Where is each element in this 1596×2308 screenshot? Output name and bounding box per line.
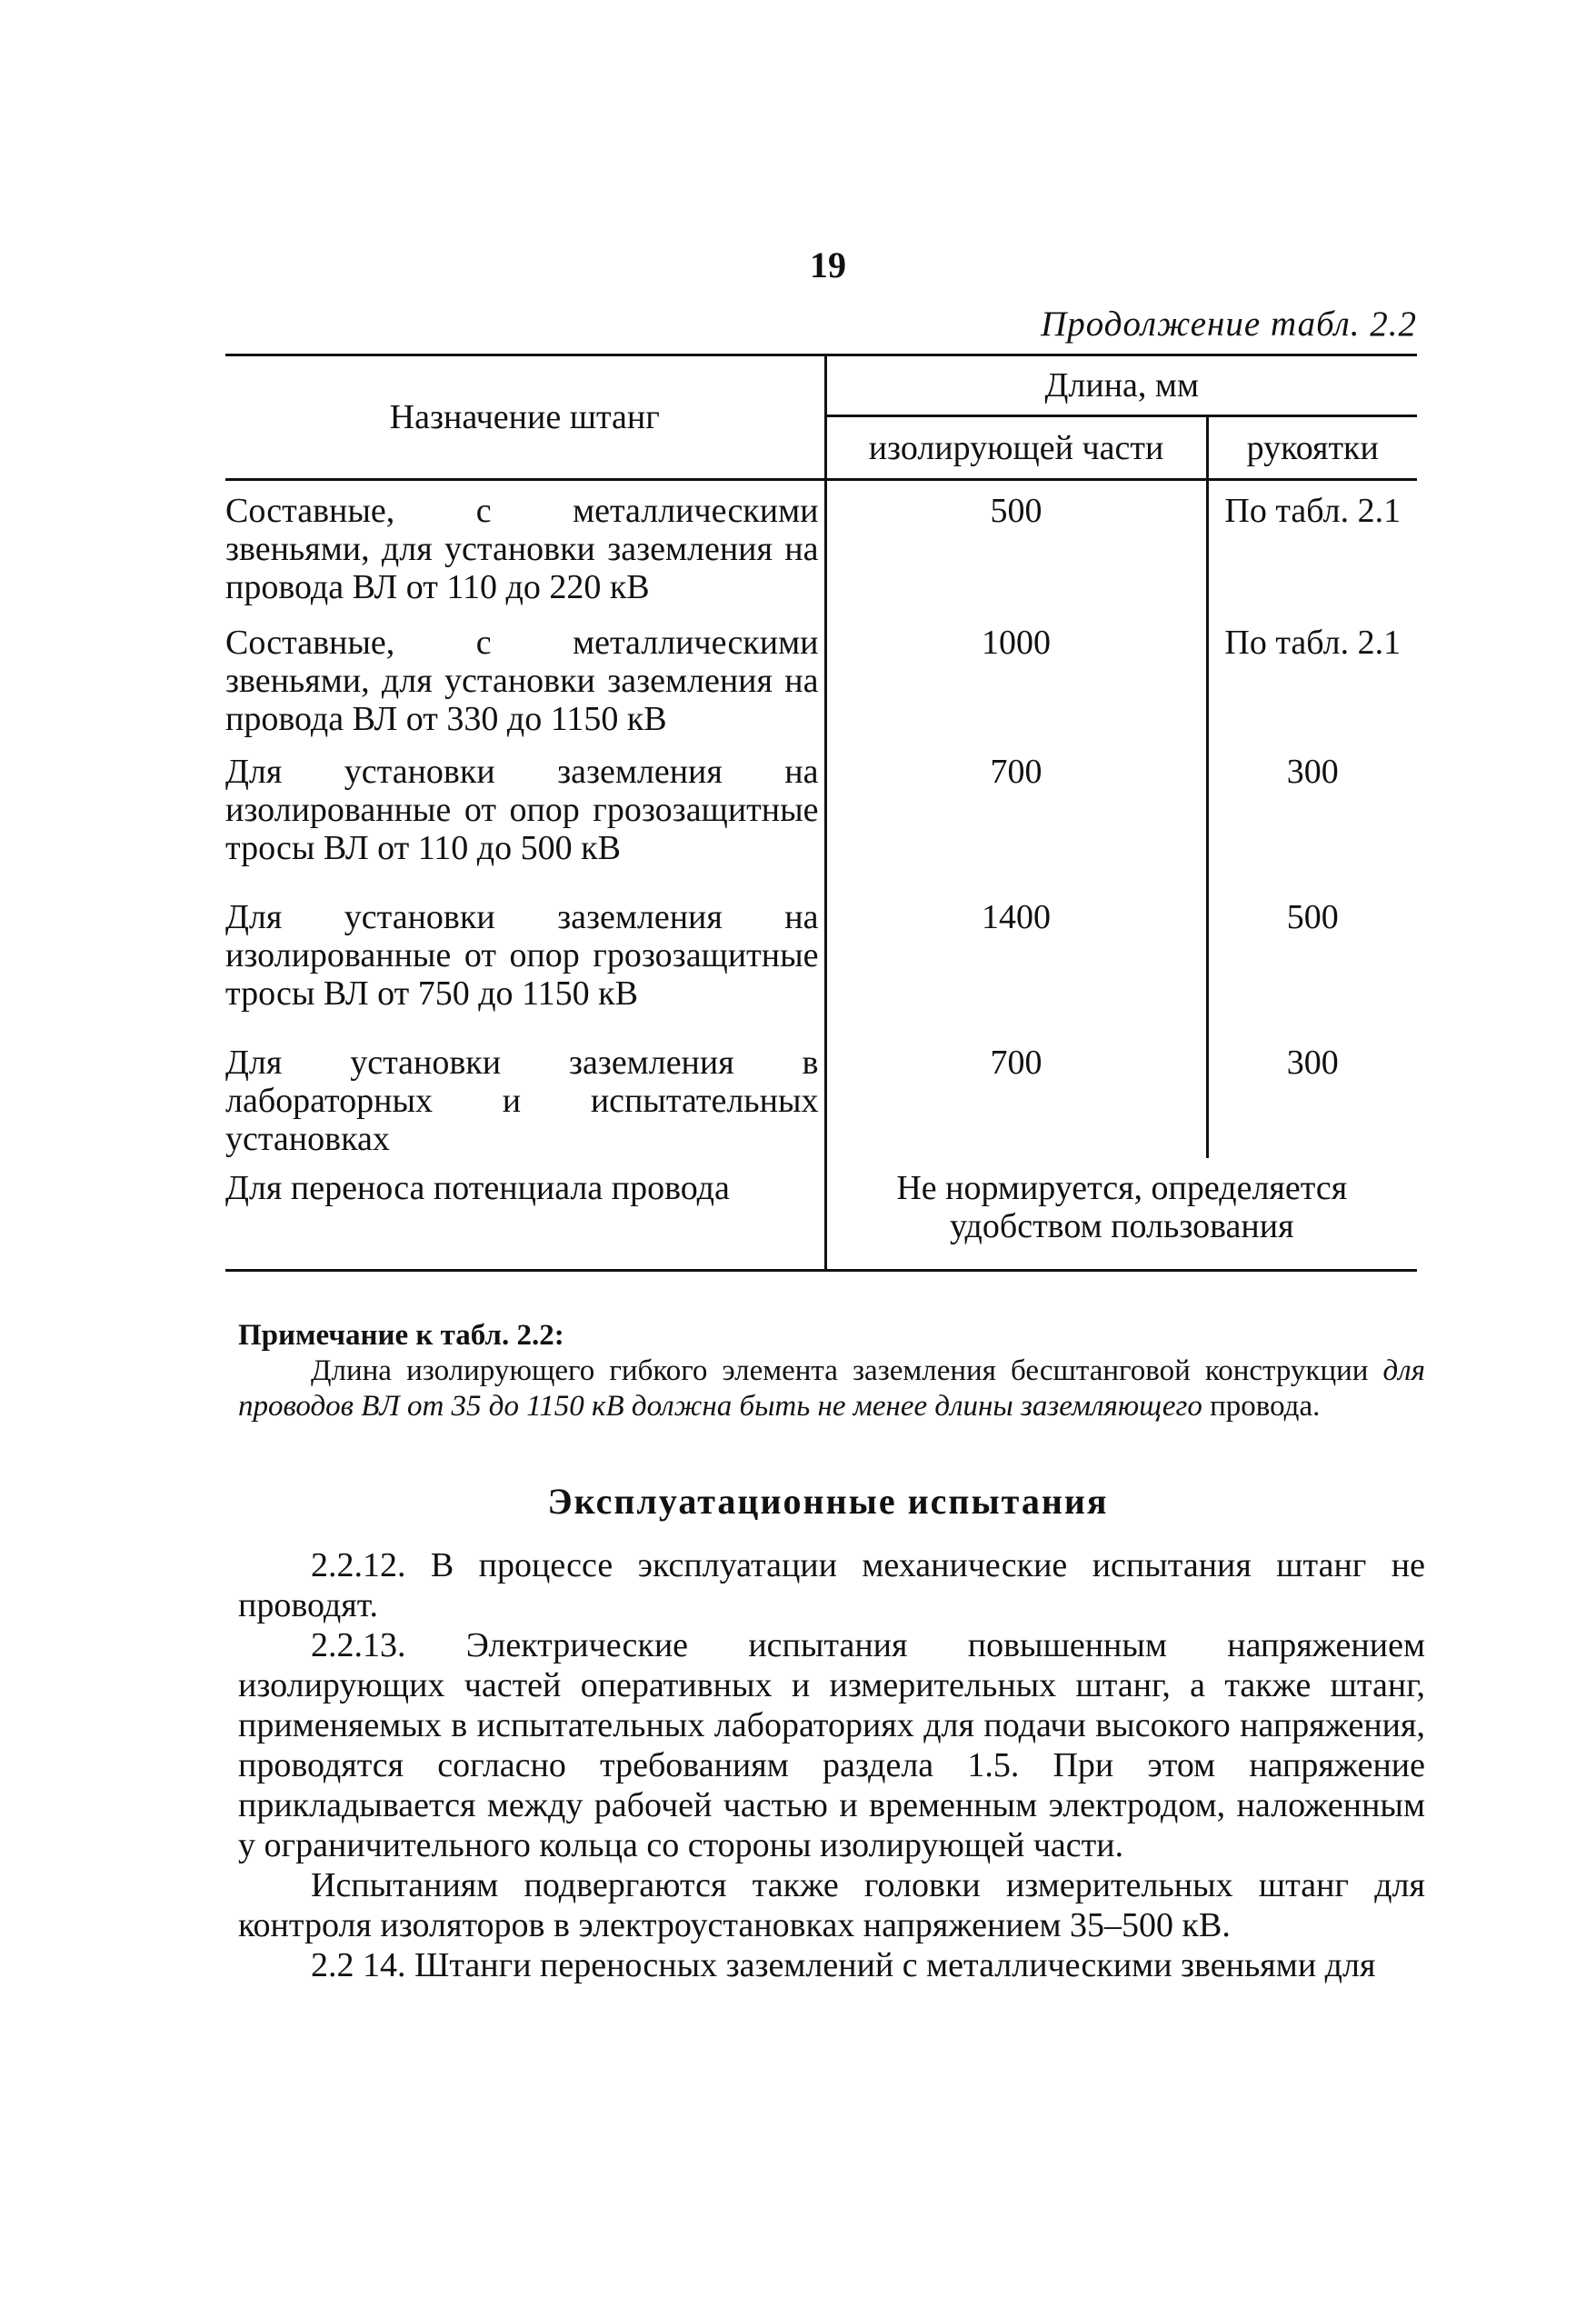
row-purpose: Составные, с металлическими звеньями, для установки заземления на провода ВЛ от 110 до 220 кВ xyxy=(225,480,825,613)
section-title: Эксплуатационные испытания xyxy=(547,1481,1109,1522)
row-handle-length: 300 xyxy=(1286,752,1339,791)
row-purpose: Составные, с металлическими звеньями, для установки заземления на провода ВЛ от 330 до 1150 кВ xyxy=(225,613,825,742)
table-row xyxy=(225,613,1417,742)
paragraph-measuring-heads: Испытаниям подвергаются также головки измерительных штанг для контроля изоляторов в электроустановках напряжением 35–500 кВ. xyxy=(238,1866,1425,1944)
note-text-part1: Длина изолирующего гибкого элемента заземления бесштанговой конструкции xyxy=(311,1354,1369,1387)
paragraph-2-2-14: 2.2 14. Штанги переносных заземлений с металлическими звеньями для xyxy=(311,1946,1376,1984)
row-purpose: Для установки заземления в лабораторных и испытательных установках xyxy=(225,1033,825,1158)
row-insulating-length: 1000 xyxy=(825,613,1207,742)
note-text xyxy=(238,1354,1425,1424)
row-insulating-length: 700 xyxy=(825,742,1207,887)
table-row xyxy=(225,1158,1417,1271)
note-text-part2: для проводов ВЛ от 35 до 1150 кВ должна быть не менее длины заземляющего xyxy=(238,1354,1425,1423)
paragraph-2-2-12: 2.2.12. В процессе эксплуатации механические испытания штанг не проводят. xyxy=(238,1546,1425,1624)
row-insulating-length: 700 xyxy=(825,1033,1207,1158)
table-row xyxy=(225,887,1417,1033)
row-insulating-length: 500 xyxy=(825,480,1207,613)
rods-length-table xyxy=(225,354,1417,1272)
note-title: Примечание к табл. 2.2: xyxy=(238,1319,564,1352)
header-length: Длина, мм xyxy=(825,355,1417,416)
table-continuation-label: Продолжение табл. 2.2 xyxy=(1041,305,1417,344)
table-note xyxy=(238,1318,1425,1424)
paragraph-2-2-13: 2.2.13. Электрические испытания повышенным напряжением изолирующих частей оперативных и измерительных штанг, а также штанг, применяемых в испытательных лабораториях для подачи высокого напряжения, проводятся согласно требованиям раздела 1.5. При этом напряжение прикладывается между рабочей частью и временным электродом, наложенным у ограничительного кольца со стороны изолирующей части. xyxy=(238,1626,1425,1864)
row-handle-length: По табл. 2.1 xyxy=(1224,492,1401,530)
row-handle-length: По табл. 2.1 xyxy=(1224,623,1401,662)
table-row xyxy=(225,742,1417,887)
table-row xyxy=(225,1033,1417,1158)
row-purpose: Для установки заземления на изолированные от опор грозозащитные тросы ВЛ от 110 до 500 кВ xyxy=(225,742,825,887)
row-handle-length: 300 xyxy=(1286,1043,1339,1082)
body-text xyxy=(238,1545,1425,1985)
row-insulating-length: 1400 xyxy=(825,887,1207,1033)
page-number: 19 xyxy=(810,245,846,285)
header-insulating-part: изолирующей части xyxy=(825,416,1207,480)
header-handle: рукоятки xyxy=(1207,416,1417,480)
row-handle-length: 500 xyxy=(1286,897,1339,936)
table-row xyxy=(225,480,1417,613)
row-purpose: Для переноса потенциала провода xyxy=(225,1158,825,1271)
note-text-part3: провода. xyxy=(1202,1390,1321,1423)
header-purpose: Назначение штанг xyxy=(225,355,825,480)
row-purpose: Для установки заземления на изолированные от опор грозозащитные тросы ВЛ от 750 до 1150 кВ xyxy=(225,887,825,1033)
row-merged-note: Не нормируется, определяется удобством пользования xyxy=(825,1158,1417,1271)
